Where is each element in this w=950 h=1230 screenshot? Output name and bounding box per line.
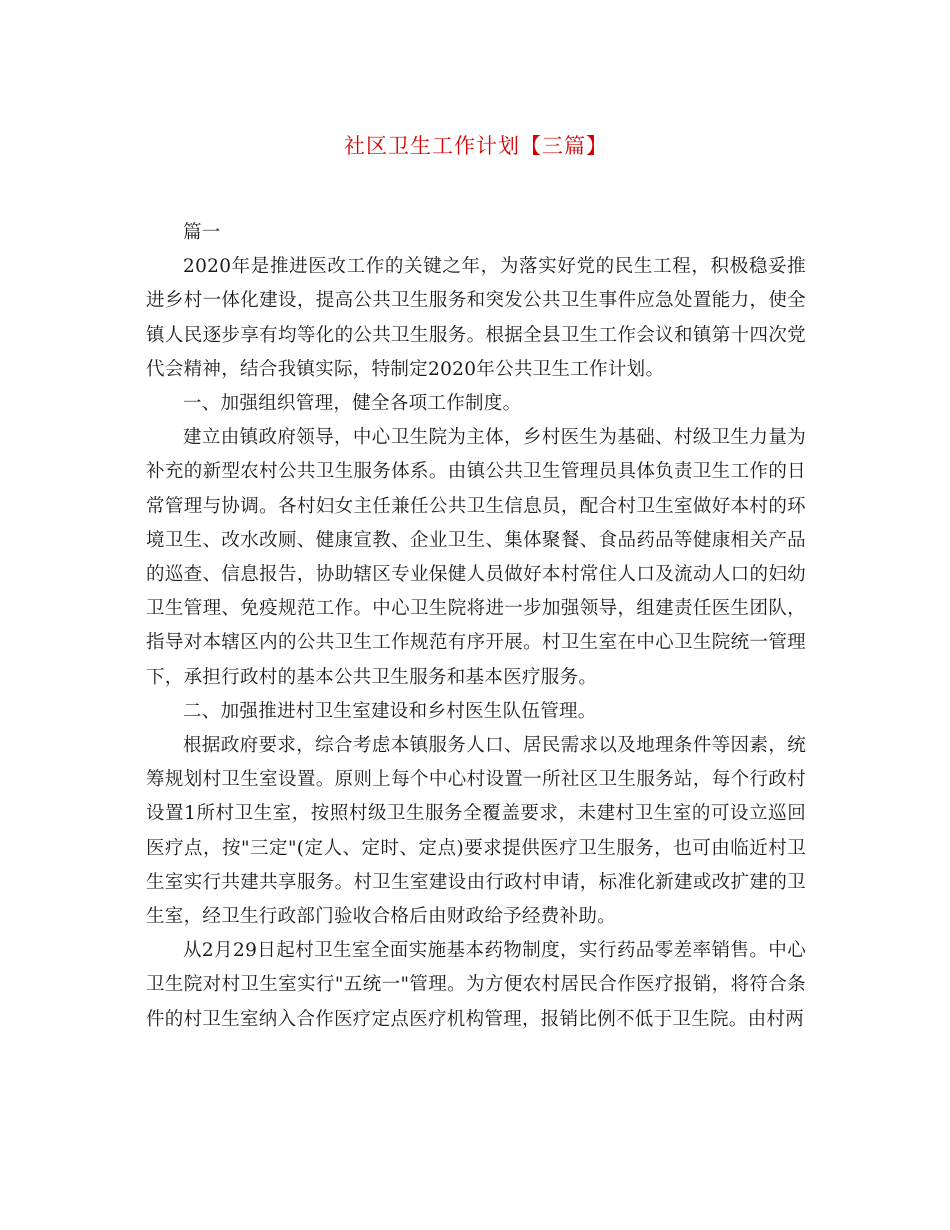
document-body xyxy=(146,216,806,1037)
document-title: 社区卫生工作计划【三篇】 xyxy=(344,134,608,158)
body-paragraph: 根据政府要求，综合考虑本镇服务人口、居民需求以及地理条件等因素，统筹规划村卫生室设置。原则上每个中心村设置一所社区卫生服务站，每个行政村设置1所村卫生室，按照村级卫生服务全覆盖要求，未建村卫生室的可设立巡回医疗点，按"三定"(定人、定时、定点)要求提供医疗卫生服务，也可由临近村卫生室实行共建共享服务。村卫生室建设由行政村申请，标准化新建或改扩建的卫生室，经卫生行政部门验收合格后由财政给予经费补助。 xyxy=(146,735,806,928)
section-heading: 二、加强推进村卫生室建设和乡村医生队伍管理。 xyxy=(183,700,597,722)
body-paragraph: 从2月29日起村卫生室全面实施基本药物制度，实行药品零差率销售。中心卫生院对村卫生室实行"五统一"管理。为方便农村居民合作医疗报销，将符合条件的村卫生室纳入合作医疗定点医疗机构管理，报销比例不低于卫生院。由村两 xyxy=(146,940,806,1030)
section-heading: 一、加强组织管理，健全各项工作制度。 xyxy=(183,393,522,415)
document-page xyxy=(146,128,806,1037)
body-paragraph: 建立由镇政府领导，中心卫生院为主体，乡村医生为基础、村级卫生力量为补充的新型农村公共卫生服务体系。由镇公共卫生管理员具体负责卫生工作的日常管理与协调。各村妇女主任兼任公共卫生信息员，配合村卫生室做好本村的环境卫生、改水改厕、健康宣教、企业卫生、集体聚餐、食品药品等健康相关产品的巡查、信息报告，协助辖区专业保健人员做好本村常住人口及流动人口的妇幼卫生管理、免疫规范工作。中心卫生院将进一步加强领导，组建责任医生团队，指导对本辖区内的公共卫生工作规范有序开展。村卫生室在中心卫生院统一管理下，承担行政村的基本公共卫生服务和基本医疗服务。 xyxy=(146,427,806,688)
body-paragraph: 2020年是推进医改工作的关键之年，为落实好党的民生工程，积极稳妥推进乡村一体化建设，提高公共卫生服务和突发公共卫生事件应急处置能力，使全镇人民逐步享有均等化的公共卫生服务。根据全县卫生工作会议和镇第十四次党代会精神，结合我镇实际，特制定2020年公共卫生工作计划。 xyxy=(146,256,806,380)
section-heading: 篇一 xyxy=(183,222,221,243)
